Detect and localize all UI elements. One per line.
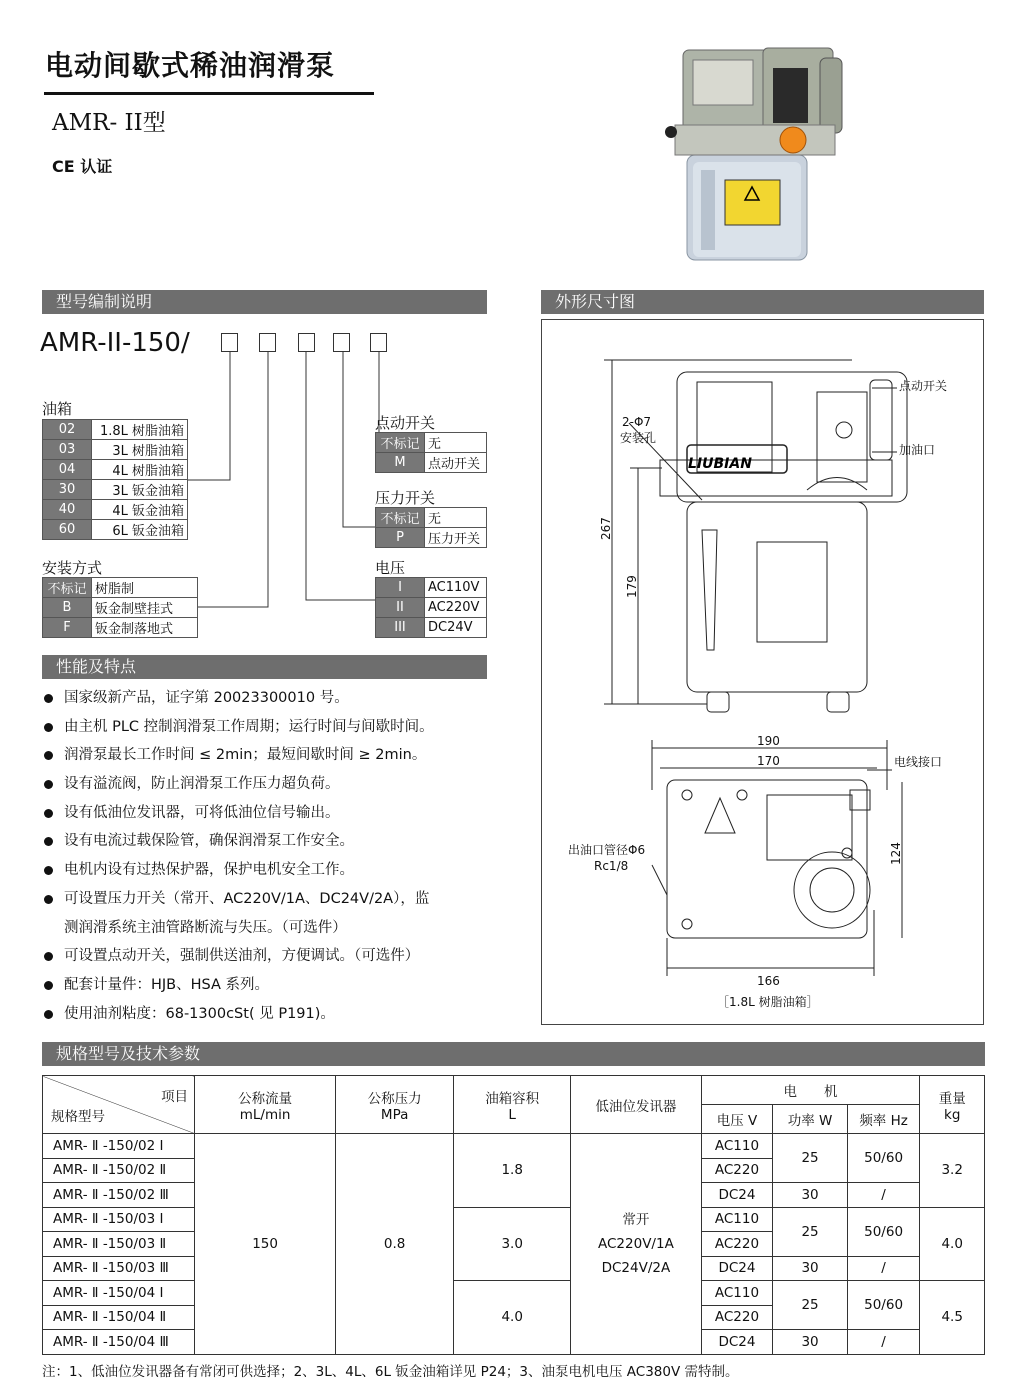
mount-label: 安装方式 (42, 559, 103, 577)
ce-cert: CE 认证 (52, 157, 113, 176)
feature-item: 由主机 PLC 控制润滑泵工作周期；运行时间与间歇时间。 (42, 717, 502, 746)
voltage-desc: DC24V (425, 618, 487, 638)
tank-row (43, 440, 188, 460)
header-flow-line2: mL/min (239, 1106, 291, 1123)
tank-cell: 1.8 (454, 1134, 571, 1208)
pressure-row (376, 528, 487, 548)
section-specs: 规格型号及技术参数 (42, 1042, 985, 1066)
header-item: 项目 (161, 1088, 189, 1105)
header-motor: 电 机 (701, 1076, 920, 1105)
mount-code: B (43, 598, 92, 618)
low-level-line: AC220V/1A (598, 1235, 674, 1252)
mount-desc: 钣金制壁挂式 (92, 598, 198, 618)
model-cell: AMR- Ⅱ -150/04 Ⅲ (43, 1330, 195, 1355)
model-cell: AMR- Ⅱ -150/02 Ⅰ (43, 1134, 195, 1159)
weight-cell: 4.5 (920, 1281, 985, 1355)
feature-item: 电机内设有过热保护器，保护电机安全工作。 (42, 860, 502, 889)
brand-label: LIUBIAN (688, 456, 752, 472)
voltage-row (376, 618, 487, 638)
page-title: 电动间歇式稀油润滑泵 (45, 49, 336, 82)
voltage-row (376, 578, 487, 598)
header-tank (454, 1076, 571, 1134)
tank-code: 60 (43, 520, 92, 540)
header-tank-line1: 油箱容积 (485, 1090, 540, 1107)
jog-label: 点动开关 (375, 414, 436, 432)
mount-desc: 树脂制 (92, 578, 198, 598)
header-tank-line2: L (508, 1106, 516, 1123)
model-cell: AMR- Ⅱ -150/03 Ⅰ (43, 1207, 195, 1232)
voltage-table (375, 577, 487, 638)
section-model-code: 型号编制说明 (42, 290, 487, 314)
tank-cell: 4.0 (454, 1281, 571, 1355)
tank-code: 04 (43, 460, 92, 480)
spec-row (43, 1207, 985, 1232)
tank-label: 油箱 (42, 400, 73, 418)
volt-cell: AC220 (701, 1158, 773, 1183)
jog-desc: 点动开关 (425, 453, 487, 473)
tank-table (42, 419, 188, 540)
jog-desc: 无 (425, 433, 487, 453)
volt-cell: DC24 (701, 1183, 773, 1208)
jog-code: 不标记 (376, 433, 425, 453)
freq-cell: / (847, 1183, 920, 1208)
section-features: 性能及特点 (42, 655, 487, 679)
dimension-drawing-svg (542, 320, 983, 1024)
model-cell: AMR- Ⅱ -150/02 Ⅲ (43, 1183, 195, 1208)
tank-code: 30 (43, 480, 92, 500)
jog-code: M (376, 453, 425, 473)
header-corner (43, 1076, 195, 1134)
header-flow-line1: 公称流量 (238, 1090, 293, 1107)
flow-cell: 150 (195, 1134, 336, 1355)
hole-label-1: 2-Φ7 (622, 415, 652, 429)
freq-cell: / (847, 1256, 920, 1281)
dim-170: 170 (757, 754, 780, 768)
fill-port-label: 加油口 (899, 443, 936, 457)
tank-code: 02 (43, 420, 92, 440)
model-name: AMR- II型 (52, 110, 166, 136)
tank-row (43, 480, 188, 500)
tank-row (43, 500, 188, 520)
freq-cell: 50/60 (847, 1134, 920, 1183)
dim-179: 179 (625, 575, 639, 598)
voltage-code: II (376, 598, 425, 618)
low-level-line: DC24V/2A (601, 1259, 671, 1276)
power-cell: 30 (773, 1183, 847, 1208)
header-weight-line2: kg (944, 1106, 961, 1123)
mount-table (42, 577, 198, 638)
jog-row (376, 433, 487, 453)
voltage-label: 电压 (375, 559, 406, 577)
header-press-line2: MPa (380, 1106, 409, 1123)
mount-desc: 钣金制落地式 (92, 618, 198, 638)
tank-row (43, 420, 188, 440)
weight-cell: 3.2 (920, 1134, 985, 1208)
jog-row (376, 453, 487, 473)
feature-item: 可设置点动开关，强制供送油剂，方便调试。（可选件） (42, 946, 502, 975)
low-level-line: 常开 (622, 1211, 650, 1228)
voltage-desc: AC110V (425, 578, 487, 598)
volt-cell: DC24 (701, 1330, 773, 1355)
wire-port-label: 电线接口 (894, 755, 943, 769)
footnote: 注：1、低油位发讯器备有常闭可供选择；2、3L、4L、6L 钣金油箱详见 P24；3、油泵电机电压 AC380V 需特制。 (42, 1364, 739, 1380)
volt-cell: AC220 (701, 1232, 773, 1257)
volt-cell: AC220 (701, 1305, 773, 1330)
dim-166: 166 (757, 974, 780, 988)
mount-row (43, 618, 198, 638)
mount-row (43, 598, 198, 618)
tank-desc: 3L 钣金油箱 (92, 480, 188, 500)
jog-switch-label: 点动开关 (899, 379, 948, 393)
code-connector-lines (0, 0, 500, 650)
voltage-row (376, 598, 487, 618)
model-cell: AMR- Ⅱ -150/04 Ⅱ (43, 1305, 195, 1330)
feature-item: 使用油剂粘度：68-1300cSt( 见 P191)。 (42, 1004, 502, 1033)
tank-code: 03 (43, 440, 92, 460)
feature-item: 设有电流过载保险管，确保润滑泵工作安全。 (42, 831, 502, 860)
pressure-code: P (376, 528, 425, 548)
feature-item: 设有溢流阀，防止润滑泵工作压力超负荷。 (42, 774, 502, 803)
voltage-code: I (376, 578, 425, 598)
feature-item: 润滑泵最长工作时间 ≤ 2min；最短间歇时间 ≥ 2min。 (42, 745, 502, 774)
header-weight (920, 1076, 985, 1134)
tank-desc: 1.8L 树脂油箱 (92, 420, 188, 440)
tank-cell: 3.0 (454, 1207, 571, 1281)
dimension-drawing (541, 319, 984, 1025)
volt-cell: AC110 (701, 1207, 773, 1232)
weight-cell: 4.0 (920, 1207, 985, 1281)
feature-item: 可设置压力开关（常开、AC220V/1A、DC24V/2A），监 (42, 889, 502, 918)
tank-desc: 4L 钣金油箱 (92, 500, 188, 520)
mount-row (43, 578, 198, 598)
spec-row (43, 1134, 985, 1159)
jog-table (375, 432, 487, 473)
model-cell: AMR- Ⅱ -150/04 Ⅰ (43, 1281, 195, 1306)
power-cell: 25 (773, 1281, 847, 1330)
model-cell: AMR- Ⅱ -150/03 Ⅱ (43, 1232, 195, 1257)
pressure-label: 压力开关 (375, 489, 436, 507)
dim-267: 267 (599, 517, 613, 540)
model-cell: AMR- Ⅱ -150/03 Ⅲ (43, 1256, 195, 1281)
header-model: 规格型号 (51, 1108, 105, 1125)
pressure-desc: 无 (425, 508, 487, 528)
header-press (336, 1076, 454, 1134)
freq-cell: 50/60 (847, 1281, 920, 1330)
mount-code: F (43, 618, 92, 638)
feature-item: 测润滑系统主油管路断流与失压。（可选件） (64, 919, 347, 936)
features-list (42, 688, 502, 1032)
volt-cell: DC24 (701, 1256, 773, 1281)
section-dimensions: 外形尺寸图 (541, 290, 984, 314)
feature-item: 配套计量件：HJB、HSA 系列。 (42, 975, 502, 1004)
header-volt: 电压 V (701, 1105, 773, 1134)
spec-row (43, 1281, 985, 1306)
dim-190: 190 (757, 734, 780, 748)
header-weight-line1: 重量 (938, 1090, 966, 1107)
voltage-code: III (376, 618, 425, 638)
pressure-row (376, 508, 487, 528)
outlet-label-1: 出油口管径Φ6 (568, 843, 646, 857)
voltage-desc: AC220V (425, 598, 487, 618)
pressure-table (375, 507, 487, 548)
power-cell: 25 (773, 1134, 847, 1183)
product-photo (665, 40, 865, 272)
tank-row (43, 520, 188, 540)
diagram-caption: ［1.8L 树脂油箱］ (717, 995, 819, 1009)
volt-cell: AC110 (701, 1134, 773, 1159)
tank-desc: 3L 树脂油箱 (92, 440, 188, 460)
freq-cell: / (847, 1330, 920, 1355)
header-low: 低油位发讯器 (571, 1076, 701, 1134)
hole-label-2: 安装孔 (620, 431, 657, 445)
tank-desc: 4L 树脂油箱 (92, 460, 188, 480)
feature-item: 国家级新产品，证字第 20023300010 号。 (42, 688, 502, 717)
dim-124: 124 (889, 842, 903, 865)
tank-code: 40 (43, 500, 92, 520)
press-cell: 0.8 (336, 1134, 454, 1355)
tank-desc: 6L 钣金油箱 (92, 520, 188, 540)
power-cell: 30 (773, 1256, 847, 1281)
pressure-desc: 压力开关 (425, 528, 487, 548)
header-flow (195, 1076, 336, 1134)
power-cell: 25 (773, 1207, 847, 1256)
spec-header-row (43, 1076, 985, 1105)
header-freq: 频率 Hz (847, 1105, 920, 1134)
spec-table (42, 1075, 985, 1355)
volt-cell: AC110 (701, 1281, 773, 1306)
feature-item: 设有低油位发讯器，可将低油位信号输出。 (42, 803, 502, 832)
tank-row (43, 460, 188, 480)
low-level-cell (571, 1134, 701, 1355)
header-power: 功率 W (773, 1105, 847, 1134)
outlet-label-2: Rc1/8 (594, 859, 629, 873)
header-press-line1: 公称压力 (367, 1090, 422, 1107)
pressure-code: 不标记 (376, 508, 425, 528)
model-cell: AMR- Ⅱ -150/02 Ⅱ (43, 1158, 195, 1183)
mount-code: 不标记 (43, 578, 92, 598)
power-cell: 30 (773, 1330, 847, 1355)
code-prefix: AMR-II-150/ (40, 328, 190, 358)
freq-cell: 50/60 (847, 1207, 920, 1256)
